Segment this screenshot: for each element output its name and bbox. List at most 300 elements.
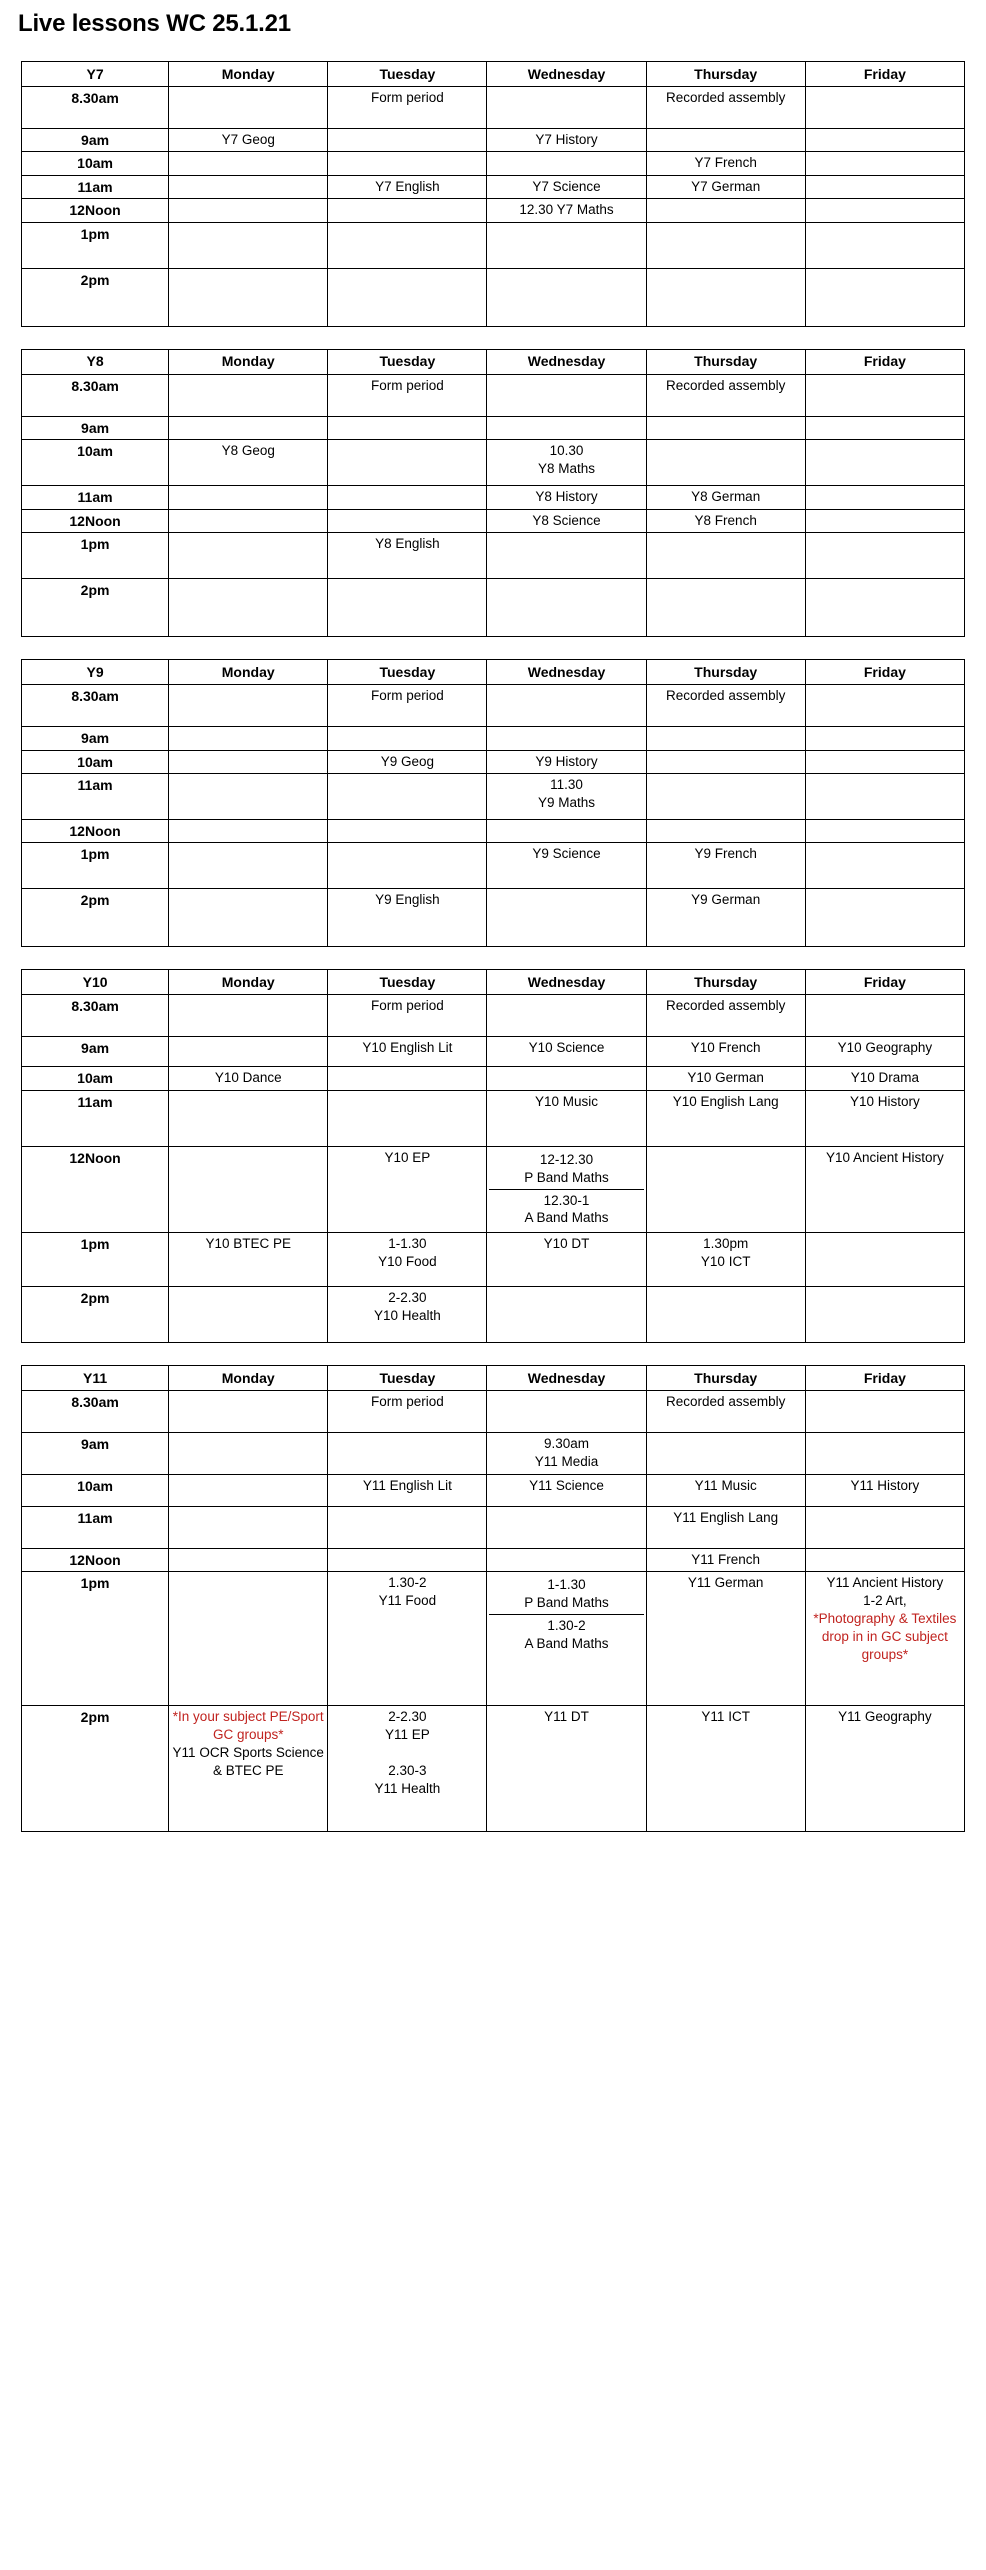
header-friday: Friday [805, 61, 964, 86]
time-label: 10am [22, 440, 169, 486]
cell-monday-mixed [169, 1706, 328, 1832]
header-year: Y11 [22, 1365, 169, 1390]
cell-tuesday: Y8 English [328, 533, 487, 579]
cell-wednesday [487, 268, 646, 326]
cell-wednesday: Y8 History [487, 486, 646, 509]
cell-tuesday [328, 1090, 487, 1146]
cell-monday [169, 685, 328, 727]
cell-tuesday: 2-2.30 Y11 EP 2.30-3 Y11 Health [328, 1706, 487, 1832]
cell-monday [169, 750, 328, 773]
spacer [0, 327, 986, 349]
cell-friday [805, 416, 964, 439]
cell-monday [169, 175, 328, 198]
header-tuesday: Tuesday [328, 1365, 487, 1390]
cell-tuesday: Y9 English [328, 889, 487, 947]
cell-friday: Y10 Drama [805, 1067, 964, 1090]
cell-thursday: Y11 ICT [646, 1706, 805, 1832]
cell-tuesday [328, 820, 487, 843]
cell-wednesday: Y7 Science [487, 175, 646, 198]
cell-thursday: Y11 English Lang [646, 1506, 805, 1548]
timetable-y11 [21, 1365, 965, 1832]
header-friday: Friday [805, 660, 964, 685]
time-label: 1pm [22, 843, 169, 889]
cell-friday [805, 820, 964, 843]
page-title: Live lessons WC 25.1.21 [18, 10, 291, 37]
cell-friday [805, 750, 964, 773]
header-wednesday: Wednesday [487, 660, 646, 685]
table-row [22, 1037, 965, 1067]
cell-thursday [646, 416, 805, 439]
cell-tuesday: 1.30-2 Y11 Food [328, 1572, 487, 1706]
table-header-row [22, 970, 965, 995]
cell-friday [805, 152, 964, 175]
cell-thursday [646, 1146, 805, 1232]
time-label: 8.30am [22, 1390, 169, 1432]
cell-wednesday [487, 995, 646, 1037]
cell-friday [805, 843, 964, 889]
cell-wednesday [487, 1286, 646, 1342]
time-label: 2pm [22, 579, 169, 637]
time-label: 9am [22, 1432, 169, 1474]
cell-monday: Y10 BTEC PE [169, 1232, 328, 1286]
cell-thursday [646, 727, 805, 750]
header-year: Y7 [22, 61, 169, 86]
header-wednesday: Wednesday [487, 61, 646, 86]
cell-tuesday [328, 1432, 487, 1474]
cell-thursday: Y9 French [646, 843, 805, 889]
cell-monday [169, 152, 328, 175]
table-header-row [22, 349, 965, 374]
cell-monday [169, 579, 328, 637]
cell-monday [169, 1506, 328, 1548]
timetable-section-y11 [21, 1365, 965, 1832]
time-label: 1pm [22, 1572, 169, 1706]
table-row [22, 889, 965, 947]
cell-friday [805, 1506, 964, 1548]
cell-wednesday: 10.30 Y8 Maths [487, 440, 646, 486]
cell-monday [169, 222, 328, 268]
cell-friday: Y10 History [805, 1090, 964, 1146]
cell-wednesday-split [487, 1146, 646, 1232]
cell-wednesday-aband: 12.30-1 A Band Maths [524, 1192, 609, 1226]
cell-thursday [646, 750, 805, 773]
header-wednesday: Wednesday [487, 970, 646, 995]
cell-wednesday-pband: 1-1.30 P Band Maths [489, 1574, 643, 1615]
cell-thursday: Recorded assembly [646, 685, 805, 727]
cell-wednesday: Y9 Science [487, 843, 646, 889]
table-row [22, 199, 965, 222]
cell-monday [169, 199, 328, 222]
cell-monday [169, 486, 328, 509]
cell-monday [169, 1390, 328, 1432]
time-label: 12Noon [22, 1548, 169, 1571]
cell-wednesday [487, 416, 646, 439]
time-label: 8.30am [22, 374, 169, 416]
cell-tuesday [328, 1506, 487, 1548]
cell-thursday [646, 222, 805, 268]
table-row [22, 486, 965, 509]
timetable-y9 [21, 659, 965, 947]
cell-monday [169, 1090, 328, 1146]
cell-friday [805, 533, 964, 579]
cell-monday: Y10 Dance [169, 1067, 328, 1090]
time-label: 9am [22, 416, 169, 439]
cell-tuesday: Y10 English Lit [328, 1037, 487, 1067]
table-row [22, 440, 965, 486]
cell-friday [805, 86, 964, 128]
cell-monday [169, 1572, 328, 1706]
cell-friday [805, 685, 964, 727]
table-row [22, 1706, 965, 1832]
cell-thursday [646, 268, 805, 326]
cell-friday: Y10 Geography [805, 1037, 964, 1067]
cell-tuesday: Y10 EP [328, 1146, 487, 1232]
header-year: Y10 [22, 970, 169, 995]
time-label: 2pm [22, 889, 169, 947]
cell-tuesday [328, 268, 487, 326]
cell-thursday [646, 774, 805, 820]
table-row [22, 774, 965, 820]
cell-monday [169, 1432, 328, 1474]
timetable-section-y9 [21, 659, 965, 947]
cell-wednesday-split [487, 1572, 646, 1706]
time-label: 10am [22, 1474, 169, 1506]
header-monday: Monday [169, 61, 328, 86]
cell-wednesday: Y10 Science [487, 1037, 646, 1067]
cell-friday [805, 199, 964, 222]
cell-monday [169, 995, 328, 1037]
cell-wednesday [487, 889, 646, 947]
cell-wednesday-pband: 12-12.30 P Band Maths [489, 1149, 643, 1190]
header-monday: Monday [169, 349, 328, 374]
cell-friday [805, 774, 964, 820]
cell-friday [805, 1548, 964, 1571]
time-label: 12Noon [22, 509, 169, 532]
cell-friday [805, 374, 964, 416]
cell-tuesday [328, 440, 487, 486]
cell-thursday [646, 1432, 805, 1474]
cell-monday [169, 843, 328, 889]
spacer [0, 947, 986, 969]
cell-friday: Y11 History [805, 1474, 964, 1506]
cell-thursday: Y7 German [646, 175, 805, 198]
cell-thursday [646, 1286, 805, 1342]
cell-wednesday [487, 820, 646, 843]
header-tuesday: Tuesday [328, 349, 487, 374]
cell-tuesday [328, 199, 487, 222]
cell-wednesday: 9.30am Y11 Media [487, 1432, 646, 1474]
table-row [22, 222, 965, 268]
cell-wednesday [487, 533, 646, 579]
table-row [22, 1067, 965, 1090]
cell-thursday: Y8 German [646, 486, 805, 509]
timetable-section-y7 [21, 61, 965, 327]
header-tuesday: Tuesday [328, 61, 487, 86]
cell-friday [805, 440, 964, 486]
spacer [0, 39, 986, 61]
cell-thursday: Y7 French [646, 152, 805, 175]
cell-monday [169, 268, 328, 326]
header-friday: Friday [805, 1365, 964, 1390]
table-row [22, 152, 965, 175]
table-row [22, 86, 965, 128]
time-label: 8.30am [22, 685, 169, 727]
table-row [22, 1090, 965, 1146]
time-label: 12Noon [22, 1146, 169, 1232]
cell-thursday: Y10 French [646, 1037, 805, 1067]
cell-monday [169, 374, 328, 416]
cell-thursday [646, 199, 805, 222]
table-row [22, 533, 965, 579]
cell-thursday: Recorded assembly [646, 1390, 805, 1432]
cell-monday [169, 1548, 328, 1571]
cell-tuesday: Form period [328, 86, 487, 128]
table-row [22, 843, 965, 889]
header-tuesday: Tuesday [328, 970, 487, 995]
cell-tuesday [328, 579, 487, 637]
timetable-section-y10 [21, 969, 965, 1342]
cell-wednesday [487, 1506, 646, 1548]
table-row [22, 1146, 965, 1232]
table-row [22, 268, 965, 326]
time-label: 9am [22, 1037, 169, 1067]
time-label: 11am [22, 774, 169, 820]
cell-monday [169, 1037, 328, 1067]
header-monday: Monday [169, 970, 328, 995]
table-header-row [22, 61, 965, 86]
cell-tuesday [328, 416, 487, 439]
cell-wednesday: Y11 Science [487, 1474, 646, 1506]
cell-tuesday: Form period [328, 1390, 487, 1432]
cell-wednesday [487, 86, 646, 128]
timetable-y10 [21, 969, 965, 1342]
cell-wednesday: Y9 History [487, 750, 646, 773]
cell-monday [169, 533, 328, 579]
cell-friday [805, 1390, 964, 1432]
table-row [22, 727, 965, 750]
cell-wednesday [487, 685, 646, 727]
header-friday: Friday [805, 349, 964, 374]
cell-monday: Y8 Geog [169, 440, 328, 486]
cell-wednesday: Y10 Music [487, 1090, 646, 1146]
cell-friday-black-text: Y11 Ancient History 1-2 Art, [826, 1575, 944, 1609]
cell-thursday: Recorded assembly [646, 995, 805, 1037]
cell-friday-mixed [805, 1572, 964, 1706]
cell-thursday: 1.30pm Y10 ICT [646, 1232, 805, 1286]
table-header-row [22, 660, 965, 685]
header-friday: Friday [805, 970, 964, 995]
cell-wednesday: 11.30 Y9 Maths [487, 774, 646, 820]
time-label: 9am [22, 727, 169, 750]
header-wednesday: Wednesday [487, 1365, 646, 1390]
cell-thursday [646, 128, 805, 151]
cell-tuesday [328, 222, 487, 268]
time-label: 2pm [22, 1286, 169, 1342]
table-row [22, 128, 965, 151]
cell-friday-red-note: *Photography & Textiles drop in in GC subject groups* [813, 1611, 957, 1662]
cell-tuesday [328, 1067, 487, 1090]
cell-thursday: Y10 German [646, 1067, 805, 1090]
table-row [22, 1548, 965, 1571]
cell-monday-red-note: *In your subject PE/Sport GC groups* [172, 1709, 324, 1743]
table-row [22, 750, 965, 773]
cell-wednesday [487, 1548, 646, 1571]
cell-wednesday [487, 222, 646, 268]
cell-wednesday: 12.30 Y7 Maths [487, 199, 646, 222]
time-label: 1pm [22, 533, 169, 579]
cell-friday: Y11 Geography [805, 1706, 964, 1832]
time-label: 1pm [22, 222, 169, 268]
time-label: 10am [22, 750, 169, 773]
cell-tuesday [328, 152, 487, 175]
cell-tuesday [328, 1548, 487, 1571]
cell-thursday: Y8 French [646, 509, 805, 532]
cell-monday [169, 727, 328, 750]
cell-tuesday [328, 128, 487, 151]
cell-monday [169, 509, 328, 532]
cell-thursday [646, 579, 805, 637]
cell-tuesday: 1-1.30 Y10 Food [328, 1232, 487, 1286]
time-label: 9am [22, 128, 169, 151]
cell-tuesday [328, 486, 487, 509]
cell-wednesday: Y7 History [487, 128, 646, 151]
cell-tuesday: 2-2.30 Y10 Health [328, 1286, 487, 1342]
cell-wednesday [487, 727, 646, 750]
time-label: 11am [22, 1506, 169, 1548]
cell-friday: Y10 Ancient History [805, 1146, 964, 1232]
header-monday: Monday [169, 1365, 328, 1390]
cell-friday [805, 995, 964, 1037]
cell-tuesday [328, 843, 487, 889]
cell-thursday: Y11 German [646, 1572, 805, 1706]
cell-tuesday: Y9 Geog [328, 750, 487, 773]
timetable-y7 [21, 61, 965, 327]
header-thursday: Thursday [646, 970, 805, 995]
cell-tuesday: Form period [328, 995, 487, 1037]
time-label: 2pm [22, 1706, 169, 1832]
time-label: 11am [22, 175, 169, 198]
cell-wednesday [487, 152, 646, 175]
spacer [0, 637, 986, 659]
cell-friday [805, 727, 964, 750]
table-row [22, 1390, 965, 1432]
time-label: 2pm [22, 268, 169, 326]
cell-tuesday [328, 774, 487, 820]
cell-friday [805, 268, 964, 326]
cell-wednesday-aband: 1.30-2 A Band Maths [524, 1618, 609, 1651]
cell-friday [805, 509, 964, 532]
cell-monday [169, 820, 328, 843]
cell-monday-black-text: Y11 OCR Sports Science & BTEC PE [172, 1745, 324, 1778]
header-thursday: Thursday [646, 61, 805, 86]
cell-monday: Y7 Geog [169, 128, 328, 151]
cell-tuesday: Form period [328, 374, 487, 416]
cell-friday [805, 222, 964, 268]
cell-wednesday: Y11 DT [487, 1706, 646, 1832]
table-row [22, 1572, 965, 1706]
timetable-y8 [21, 349, 965, 637]
header-wednesday: Wednesday [487, 349, 646, 374]
cell-friday [805, 579, 964, 637]
table-row [22, 374, 965, 416]
time-label: 12Noon [22, 199, 169, 222]
cell-monday [169, 889, 328, 947]
table-row [22, 1232, 965, 1286]
table-row [22, 685, 965, 727]
cell-friday [805, 486, 964, 509]
table-row [22, 1286, 965, 1342]
cell-thursday [646, 533, 805, 579]
time-label: 11am [22, 1090, 169, 1146]
cell-wednesday [487, 1067, 646, 1090]
cell-monday [169, 1146, 328, 1232]
time-label: 12Noon [22, 820, 169, 843]
cell-wednesday [487, 1390, 646, 1432]
cell-friday [805, 1432, 964, 1474]
time-label: 8.30am [22, 86, 169, 128]
cell-friday [805, 1286, 964, 1342]
header-year: Y9 [22, 660, 169, 685]
header-year: Y8 [22, 349, 169, 374]
cell-tuesday: Form period [328, 685, 487, 727]
cell-thursday [646, 820, 805, 843]
table-row [22, 820, 965, 843]
table-row [22, 1506, 965, 1548]
cell-thursday: Y11 French [646, 1548, 805, 1571]
table-row [22, 416, 965, 439]
table-row [22, 509, 965, 532]
cell-wednesday [487, 374, 646, 416]
timetable-document [0, 10, 986, 1846]
cell-monday [169, 774, 328, 820]
cell-thursday [646, 440, 805, 486]
cell-thursday: Y10 English Lang [646, 1090, 805, 1146]
cell-friday [805, 1232, 964, 1286]
cell-thursday: Y9 German [646, 889, 805, 947]
table-row [22, 175, 965, 198]
cell-friday [805, 128, 964, 151]
timetable-section-y8 [21, 349, 965, 637]
time-label: 10am [22, 152, 169, 175]
table-row [22, 579, 965, 637]
time-label: 10am [22, 1067, 169, 1090]
table-row [22, 1474, 965, 1506]
cell-monday [169, 86, 328, 128]
cell-thursday: Recorded assembly [646, 86, 805, 128]
time-label: 1pm [22, 1232, 169, 1286]
header-thursday: Thursday [646, 1365, 805, 1390]
cell-thursday: Recorded assembly [646, 374, 805, 416]
cell-friday [805, 889, 964, 947]
header-thursday: Thursday [646, 349, 805, 374]
cell-wednesday: Y8 Science [487, 509, 646, 532]
table-row [22, 1432, 965, 1474]
header-tuesday: Tuesday [328, 660, 487, 685]
time-label: 8.30am [22, 995, 169, 1037]
cell-monday [169, 416, 328, 439]
cell-wednesday [487, 579, 646, 637]
cell-tuesday: Y7 English [328, 175, 487, 198]
header-thursday: Thursday [646, 660, 805, 685]
cell-tuesday [328, 727, 487, 750]
header-monday: Monday [169, 660, 328, 685]
cell-tuesday: Y11 English Lit [328, 1474, 487, 1506]
spacer [0, 1343, 986, 1365]
cell-monday [169, 1474, 328, 1506]
cell-friday [805, 175, 964, 198]
cell-monday [169, 1286, 328, 1342]
cell-tuesday [328, 509, 487, 532]
